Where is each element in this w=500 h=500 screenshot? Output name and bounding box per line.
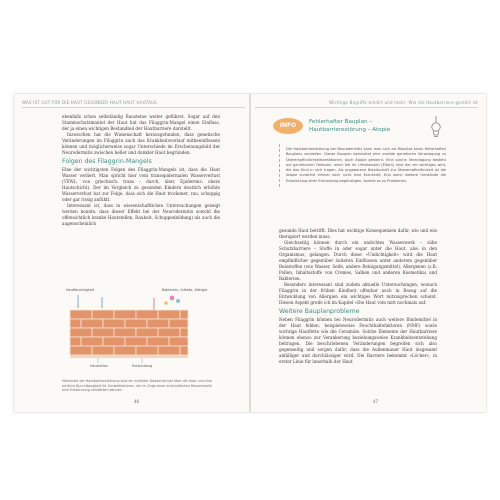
running-head-right: Wichtige Begriffe erklärt und mehr: Wie die Hautbarriere gestört ist (329, 100, 478, 105)
bacteria-dot (176, 299, 180, 303)
brick-wall (70, 310, 188, 358)
left-page (14, 94, 249, 412)
paragraph: gesunde Haut betrifft. Dies hat wichtige Konsequenzen dafür, wie und wie therapiert werden muss. (279, 228, 437, 239)
paragraph: Interessant ist, dass in wissenschaftlichen Untersuchungen gezeigt werden konnte, dass dieser Effekt bei der Neurodermitis sowohl die offensichtlich kranke Hautstellen, Rauheit, Schuppenbildung) als auch die augenscheinlich (62, 203, 220, 226)
paragraph: Besonders interessant sind zudem aktuelle Untersuchungen, wonach Filaggrin in der frühen Kindheit offenbar auch in Bezug auf die Entwicklung von Allergien ein wichtiges Wort mitzusprechen scheint. Diesen Aspekt greife ich im Kapitel »Die Haut vom mitt nochmals auf. (279, 282, 437, 305)
label-keratinocyte: Hautzellen (90, 364, 109, 368)
left-text-column (62, 114, 220, 227)
paragraph: Eine der wichtigsten Folgen des Filaggrin-Mangels ist, dass die Haut Wasser verliert. Man spricht hier vom transepidermalen Wasserverlust (TEWL, von griechisch: trans – durch, über, Epidermis: obere Hautschicht). Der im Vergleich zu gesunden Kindern deutlich erhöhte Wasserverlust hat zur Folge, dass sich die Haut trockener, rau, schuppig oder gar rissig anfühlt. (62, 167, 220, 202)
paragraph: Neben Filaggrin können bei Neurodermitis auch weitere Bindemittel in der Haut fehlen, beispielsweise Feuchthaltefaktoren (NMF) sowie wichtige Hautfette wie die Ceramide. Solche Elemente der Hautbarriere können ebenso zur Verankerung beziehungsweise Krankheitsentstehung beitragen. Die beschriebenen Veränderungen begreifen sich also gegenseitig und sorgen dafür, dass die Außenmauer Haut insgesamt anfälliger und durchlässiger wird. Die Barriere bekommt »Löcher«, in erster Linie für innerhalb der Haut (279, 317, 437, 364)
info-badge: INFO (273, 118, 303, 134)
running-head-left: WAS IST GUT FÜR DIE HAUT GESUNDER HAUT HAUT HAUTAUS (22, 100, 157, 105)
bacteria-dot (164, 301, 168, 305)
info-box (273, 116, 451, 228)
paragraph: Inzwischen hat die Wissenschaft herausgefunden, dass genetische Veränderungen im Filaggrin auch das Krankheitsverlauf mitbeeinflussen können und möglicherweise sogar Unterschiede im Erscheinungsbild der Neurodermitis zwischen heller und dunkler Haut begründen. (62, 132, 220, 155)
label-water-loss: Hautfeuchtigkeit (66, 288, 95, 292)
right-page (251, 94, 486, 412)
info-title: Fehlerhafter Bauplan – Hautbarrierestörung – Atopie (309, 119, 391, 133)
label-bacteria: Bakterien, Infekte, Allergie (162, 288, 208, 292)
paragraph: Gleichzeitig können durch ein undichtes Wasserwerk – zähe Schutzbarriere – Stoffe in oder sogar unter die Haut, also in den Organismus, gelangen. Durch diese »Undichtigkeit« wird die Haut empfindlicher gegenüber äußeren Einflüssen unter anderem gegenüber Reizstoffen (wie Wasser, Seife, andere Reinigungsmittel), Allergenen (z.B. Pollen, Inhaltsstoffe von Cremes, Salben und anderen Kosmetika) und Bakterien. (279, 240, 437, 281)
info-text: Die Hautbarrierestörung bei Neurodermitis kann man sich als Resultat eines fehlerhaften Bauplans vorstellen. Dieser Bauplan beinhaltet eine ererbte genetische Veranlagung zu Überempfindlichkeitsreaktionen, auch Atopie genannt. Eine solche Veranlagung besteht auf genetischen Faktoren, wenn bei ihr Urhebenden (Eltern) eine der ein wichtiges wird, die das Kind in sich tragen. Als angeborene Bereitschaft zur Überempfindlichkeit ist die Atopie zunächst einmal noch nicht eine Krankheit. Erst wenn weitere Umstände die Entwicklung einer Erkrankung begünstigen, kommt es zu Problemen. (279, 144, 446, 187)
page-number-left: 46 (134, 399, 140, 404)
label-inflammation: Entzündung (132, 364, 153, 368)
bacteria-dot (170, 296, 175, 301)
section-heading: Weitere Bauplanprobleme (279, 308, 360, 315)
open-book (14, 94, 486, 412)
page-number-right: 47 (373, 399, 379, 404)
lightbulb-icon (429, 116, 443, 142)
skin-barrier-figure (62, 284, 220, 376)
right-text-column (279, 228, 437, 365)
header-rule (22, 107, 245, 108)
section-heading: Folgen des Filaggrin-Mangels (62, 158, 152, 165)
figure-caption: Merkmale der Hautbarrierestörung sind ein erhöhter Wasserverlust über die Haut und eine erhöhte Durchlässigkeit für Umweltfaktoren, die im Zuge einer entzündlichen Reizschwelle eine Entzündung verstärken können. (62, 379, 212, 393)
header-rule (255, 107, 478, 108)
paragraph: ebenfalls schon selbständig Bausteine weiter geführet. Sogar auf den Stammschutzmantel der Haut hat das Filaggrin-Mangel einen Einfluss, der ja einen wichtigen Bestandteil der Hautbarriere darstellt. (62, 114, 220, 131)
